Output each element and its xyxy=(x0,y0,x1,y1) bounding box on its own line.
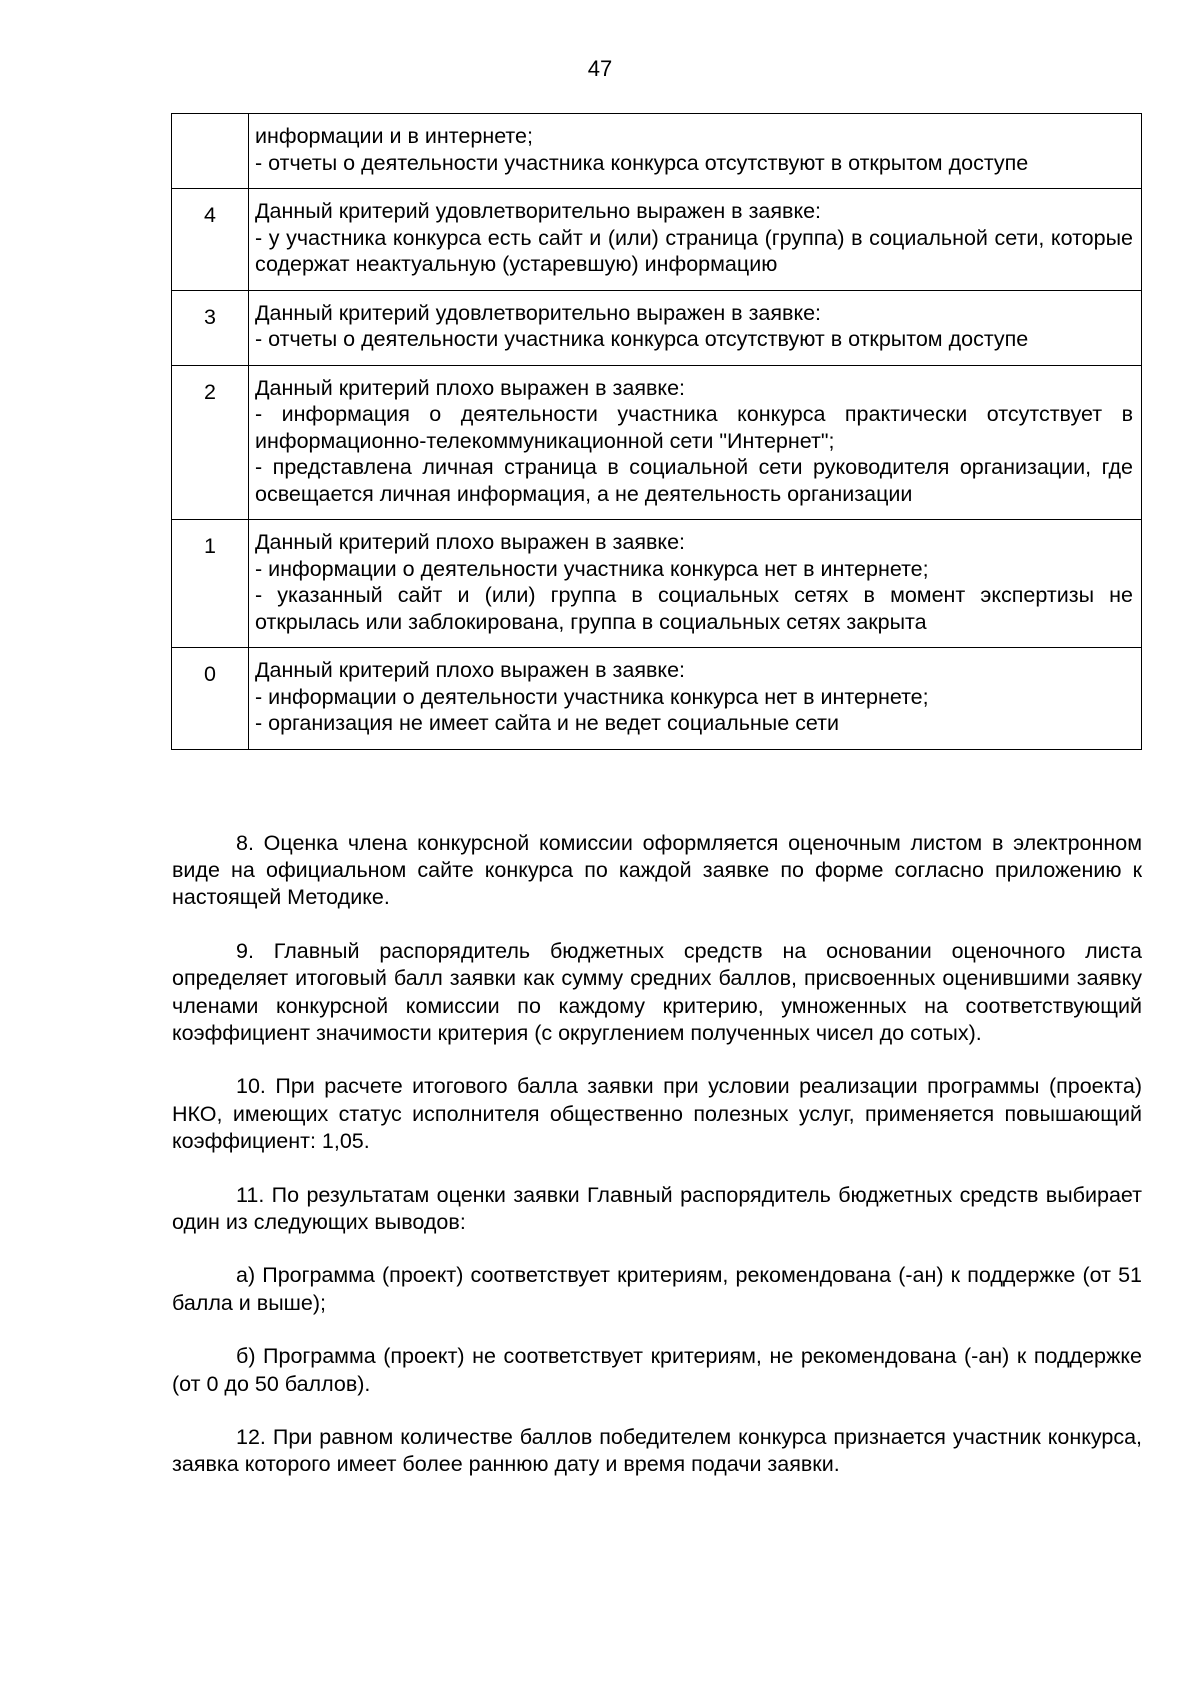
description-cell xyxy=(249,365,1142,520)
score-cell: 4 xyxy=(172,189,249,291)
table-row xyxy=(172,520,1142,648)
description-line: Данный критерий плохо выражен в заявке: xyxy=(255,530,685,554)
body-text xyxy=(172,830,1142,1505)
page-number: 47 xyxy=(587,56,613,81)
description-line: - представлена личная страница в социальной сети руководителя организации, где освещается личная информация, а не деятельность организации xyxy=(255,455,1133,506)
description-line: Данный критерий удовлетворительно выражен в заявке: xyxy=(255,199,822,223)
description-cell xyxy=(249,114,1142,189)
paragraph-12: 12. При равном количестве баллов победителем конкурса признается участник конкурса, заявка которого имеет более раннюю дату и время подачи заявки. xyxy=(172,1425,1142,1477)
description-line: Данный критерий плохо выражен в заявке: xyxy=(255,375,685,400)
description-line: - организация не имеет сайта и не ведет социальные сети xyxy=(255,711,840,735)
description-line: - информации о деятельности участника конкурса нет в интернете; xyxy=(255,556,929,581)
table-row xyxy=(172,114,1142,189)
description-line: - указанный сайт и (или) группа в социальных сетях в момент экспертизы не открылась или заблокирована, группа в социальных сетях закрыта xyxy=(255,583,1133,634)
score-cell: 0 xyxy=(172,648,249,750)
table-row xyxy=(172,189,1142,291)
description-cell xyxy=(249,648,1142,750)
description-cell xyxy=(249,520,1142,648)
table-row xyxy=(172,648,1142,750)
score-cell: 2 xyxy=(172,365,249,520)
paragraph-11: 11. По результатам оценки заявки Главный распорядитель бюджетных средств выбирает один из следующих выводов: xyxy=(172,1182,1142,1234)
description-line: Данный критерий плохо выражен в заявке: xyxy=(255,658,685,682)
paragraph-10: 10. При расчете итогового балла заявки при условии реализации программы (проекта) НКО, имеющих статус исполнителя общественно полезных услуг, применяется повышающий коэффициент: 1,05. xyxy=(172,1074,1142,1153)
paragraph-9: 9. Главный распорядитель бюджетных средств на основании оценочного листа определяет итоговый балл заявки как сумму средних баллов, присвоенных оценившими заявку членами конкурсной комиссии по каждому критерию, умноженных на соответствующий коэффициент значимости критерия (с округлением полученных чисел до сотых). xyxy=(172,939,1142,1045)
description-line: - отчеты о деятельности участника конкурса отсутствуют в открытом доступе xyxy=(255,150,1029,175)
table-row xyxy=(172,365,1142,520)
description-cell xyxy=(249,290,1142,365)
description-line: - информация о деятельности участника конкурса практически отсутствует в информационно-телекоммуникационной сети "Интернет"; xyxy=(255,402,1133,453)
paragraph-11b: б) Программа (проект) не соответствует критериям, не рекомендована (-ан) к поддержке (от 0 до 50 баллов). xyxy=(172,1344,1142,1396)
criteria-table xyxy=(171,113,1142,750)
paragraph-8: 8. Оценка члена конкурсной комиссии оформляется оценочным листом в электронном виде на официальном сайте конкурса по каждой заявке по форме согласно приложению к настоящей Методике. xyxy=(172,831,1142,910)
table-row xyxy=(172,290,1142,365)
description-line: информации и в интернете; xyxy=(255,124,533,148)
paragraph-11a: а) Программа (проект) соответствует критериям, рекомендована (-ан) к поддержке (от 51 балла и выше); xyxy=(172,1263,1142,1315)
description-line: - отчеты о деятельности участника конкурса отсутствуют в открытом доступе xyxy=(255,327,1029,351)
score-cell xyxy=(172,114,249,189)
description-cell xyxy=(249,189,1142,291)
score-cell: 3 xyxy=(172,290,249,365)
description-line: - информации о деятельности участника конкурса нет в интернете; xyxy=(255,684,929,709)
description-line: - у участника конкурса есть сайт и (или) страница (группа) в социальной сети, которые содержат неактуальную (устаревшую) информацию xyxy=(255,225,1133,276)
score-cell: 1 xyxy=(172,520,249,648)
description-line: Данный критерий удовлетворительно выражен в заявке: xyxy=(255,300,822,325)
